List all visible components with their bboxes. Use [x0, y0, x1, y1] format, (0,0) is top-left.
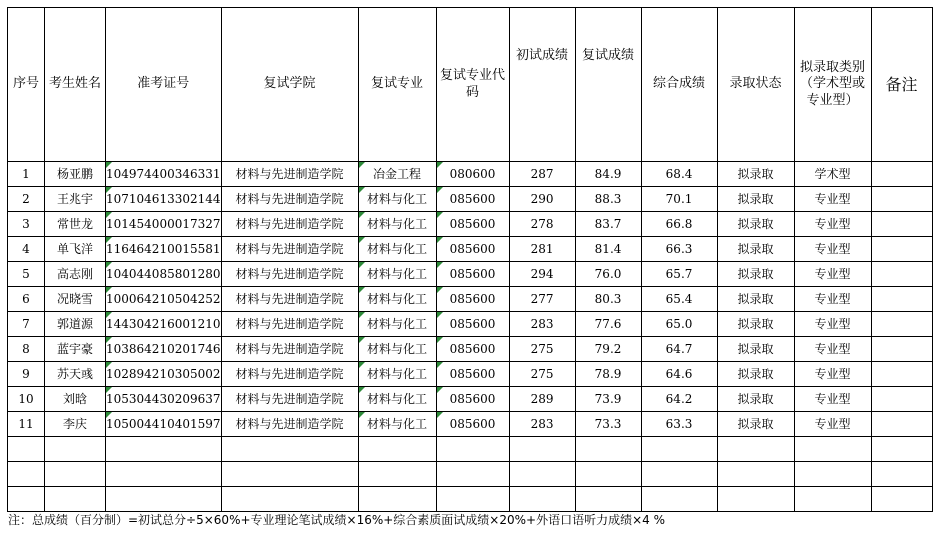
cell-name[interactable]: 蓝宇豪 — [45, 337, 106, 362]
cell-retest-score[interactable]: 79.2 — [575, 337, 641, 362]
cell-major[interactable]: 材料与化工 — [358, 287, 436, 312]
cell-status[interactable]: 拟录取 — [717, 262, 794, 287]
empty-cell[interactable] — [106, 462, 222, 487]
cell-total-score[interactable]: 65.4 — [641, 287, 717, 312]
cell-initial-score[interactable]: 275 — [509, 362, 575, 387]
cell-major-code[interactable]: 085600 — [436, 287, 509, 312]
cell-initial-score[interactable]: 275 — [509, 337, 575, 362]
cell-college[interactable]: 材料与先进制造学院 — [221, 237, 358, 262]
cell-remark[interactable] — [871, 287, 932, 312]
cell-name[interactable]: 杨亚鹏 — [45, 162, 106, 187]
empty-cell[interactable] — [8, 462, 45, 487]
cell-college[interactable]: 材料与先进制造学院 — [221, 337, 358, 362]
cell-admission-type[interactable]: 专业型 — [794, 362, 871, 387]
cell-remark[interactable] — [871, 412, 932, 437]
empty-cell[interactable] — [794, 487, 871, 512]
table-body — [8, 162, 933, 512]
cell-retest-score[interactable]: 88.3 — [575, 187, 641, 212]
cell-status[interactable]: 拟录取 — [717, 237, 794, 262]
table-row — [8, 162, 933, 187]
cell-admission-type[interactable]: 专业型 — [794, 337, 871, 362]
cell-retest-score[interactable]: 84.9 — [575, 162, 641, 187]
formula-note: 注：总成绩（百分制）=初试总分÷5×60%+专业理论笔试成绩×16%+综合素质面试成绩×20%+外语口语听力成绩×4 % — [8, 513, 665, 527]
cell-status[interactable]: 拟录取 — [717, 287, 794, 312]
cell-admission-type[interactable]: 专业型 — [794, 312, 871, 337]
empty-cell[interactable] — [45, 437, 106, 462]
empty-cell[interactable] — [45, 462, 106, 487]
empty-cell[interactable] — [358, 437, 436, 462]
cell-admission-type[interactable]: 专业型 — [794, 187, 871, 212]
cell-total-score[interactable]: 64.7 — [641, 337, 717, 362]
cell-remark[interactable] — [871, 337, 932, 362]
cell-status[interactable]: 拟录取 — [717, 412, 794, 437]
empty-cell[interactable] — [106, 437, 222, 462]
cell-status[interactable]: 拟录取 — [717, 337, 794, 362]
cell-major-code[interactable]: 085600 — [436, 212, 509, 237]
cell-name[interactable]: 苏天彧 — [45, 362, 106, 387]
cell-major-code[interactable]: 085600 — [436, 262, 509, 287]
cell-initial-score[interactable]: 290 — [509, 187, 575, 212]
cell-initial-score[interactable]: 278 — [509, 212, 575, 237]
cell-admission-type[interactable]: 专业型 — [794, 387, 871, 412]
cell-name[interactable]: 常世龙 — [45, 212, 106, 237]
empty-row — [8, 487, 933, 512]
admission-table — [7, 7, 933, 512]
cell-status[interactable]: 拟录取 — [717, 187, 794, 212]
cell-admission-type[interactable]: 专业型 — [794, 212, 871, 237]
empty-cell[interactable] — [106, 487, 222, 512]
header-admission-type[interactable]: 拟录取类别（学术型或专业型） — [794, 8, 871, 162]
empty-cell[interactable] — [221, 462, 358, 487]
header-initial-score[interactable]: 初试成绩 — [509, 8, 575, 162]
cell-retest-score[interactable]: 80.3 — [575, 287, 641, 312]
empty-cell[interactable] — [358, 487, 436, 512]
empty-cell[interactable] — [871, 462, 932, 487]
empty-cell[interactable] — [717, 437, 794, 462]
empty-cell[interactable] — [221, 487, 358, 512]
cell-college[interactable]: 材料与先进制造学院 — [221, 312, 358, 337]
cell-remark[interactable] — [871, 187, 932, 212]
cell-major[interactable]: 材料与化工 — [358, 312, 436, 337]
cell-major-code[interactable]: 085600 — [436, 237, 509, 262]
cell-exam-id[interactable]: 144304216001210 — [106, 312, 222, 337]
table-row — [8, 387, 933, 412]
cell-total-score[interactable]: 66.8 — [641, 212, 717, 237]
cell-total-score[interactable]: 64.6 — [641, 362, 717, 387]
cell-admission-type[interactable]: 专业型 — [794, 262, 871, 287]
cell-major[interactable]: 材料与化工 — [358, 237, 436, 262]
header-college[interactable]: 复试学院 — [221, 8, 358, 162]
cell-no[interactable]: 3 — [8, 212, 45, 237]
cell-college[interactable]: 材料与先进制造学院 — [221, 412, 358, 437]
cell-exam-id[interactable]: 102894210305002 — [106, 362, 222, 387]
cell-major[interactable]: 材料与化工 — [358, 212, 436, 237]
header-remark[interactable]: 备注 — [871, 8, 932, 162]
cell-no[interactable]: 10 — [8, 387, 45, 412]
cell-major-code[interactable]: 085600 — [436, 337, 509, 362]
table-row — [8, 212, 933, 237]
cell-initial-score[interactable]: 287 — [509, 162, 575, 187]
cell-admission-type[interactable]: 学术型 — [794, 162, 871, 187]
cell-major[interactable]: 材料与化工 — [358, 387, 436, 412]
cell-name[interactable]: 郭道源 — [45, 312, 106, 337]
cell-exam-id[interactable]: 104974400346331 — [106, 162, 222, 187]
cell-exam-id[interactable]: 116464210015581 — [106, 237, 222, 262]
cell-name[interactable]: 李庆 — [45, 412, 106, 437]
cell-retest-score[interactable]: 78.9 — [575, 362, 641, 387]
table-row — [8, 337, 933, 362]
empty-cell[interactable] — [641, 462, 717, 487]
cell-exam-id[interactable]: 100064210504252 — [106, 287, 222, 312]
table-row — [8, 262, 933, 287]
header-row — [8, 8, 933, 162]
cell-no[interactable]: 5 — [8, 262, 45, 287]
cell-retest-score[interactable]: 76.0 — [575, 262, 641, 287]
cell-no[interactable]: 7 — [8, 312, 45, 337]
cell-major-code[interactable]: 085600 — [436, 187, 509, 212]
cell-total-score[interactable]: 70.1 — [641, 187, 717, 212]
cell-status[interactable]: 拟录取 — [717, 312, 794, 337]
empty-cell[interactable] — [717, 462, 794, 487]
cell-remark[interactable] — [871, 362, 932, 387]
cell-no[interactable]: 2 — [8, 187, 45, 212]
empty-cell[interactable] — [575, 487, 641, 512]
cell-major-code[interactable]: 085600 — [436, 412, 509, 437]
cell-remark[interactable] — [871, 312, 932, 337]
table-row — [8, 412, 933, 437]
header-retest-score[interactable]: 复试成绩 — [575, 8, 641, 162]
table-row — [8, 362, 933, 387]
empty-cell[interactable] — [575, 462, 641, 487]
cell-exam-id[interactable]: 107104613302144 — [106, 187, 222, 212]
cell-major[interactable]: 冶金工程 — [358, 162, 436, 187]
cell-major[interactable]: 材料与化工 — [358, 262, 436, 287]
cell-exam-id[interactable]: 105304430209637 — [106, 387, 222, 412]
empty-cell[interactable] — [641, 437, 717, 462]
header-status[interactable]: 录取状态 — [717, 8, 794, 162]
empty-cell[interactable] — [509, 437, 575, 462]
cell-remark[interactable] — [871, 237, 932, 262]
cell-status[interactable]: 拟录取 — [717, 387, 794, 412]
header-no[interactable]: 序号 — [8, 8, 45, 162]
cell-no[interactable]: 6 — [8, 287, 45, 312]
cell-initial-score[interactable]: 283 — [509, 312, 575, 337]
empty-cell[interactable] — [575, 437, 641, 462]
header-total-score[interactable]: 综合成绩 — [641, 8, 717, 162]
cell-no[interactable]: 8 — [8, 337, 45, 362]
header-exam-id[interactable]: 准考证号 — [106, 8, 222, 162]
cell-major-code[interactable]: 085600 — [436, 387, 509, 412]
cell-exam-id[interactable]: 103864210201746 — [106, 337, 222, 362]
cell-exam-id[interactable]: 101454000017327 — [106, 212, 222, 237]
cell-retest-score[interactable]: 73.3 — [575, 412, 641, 437]
cell-retest-score[interactable]: 73.9 — [575, 387, 641, 412]
empty-cell[interactable] — [8, 487, 45, 512]
table-row — [8, 312, 933, 337]
empty-cell[interactable] — [436, 437, 509, 462]
cell-admission-type[interactable]: 专业型 — [794, 412, 871, 437]
cell-name[interactable]: 高志刚 — [45, 262, 106, 287]
cell-name[interactable]: 况晓雪 — [45, 287, 106, 312]
table-row — [8, 187, 933, 212]
cell-no[interactable]: 11 — [8, 412, 45, 437]
cell-total-score[interactable]: 68.4 — [641, 162, 717, 187]
cell-college[interactable]: 材料与先进制造学院 — [221, 262, 358, 287]
cell-remark[interactable] — [871, 212, 932, 237]
cell-remark[interactable] — [871, 387, 932, 412]
cell-initial-score[interactable]: 289 — [509, 387, 575, 412]
cell-name[interactable]: 王兆宇 — [45, 187, 106, 212]
cell-admission-type[interactable]: 专业型 — [794, 287, 871, 312]
empty-cell[interactable] — [641, 487, 717, 512]
empty-row — [8, 462, 933, 487]
cell-remark[interactable] — [871, 262, 932, 287]
cell-retest-score[interactable]: 81.4 — [575, 237, 641, 262]
cell-initial-score[interactable]: 281 — [509, 237, 575, 262]
empty-cell[interactable] — [794, 437, 871, 462]
cell-major-code[interactable]: 085600 — [436, 362, 509, 387]
cell-name[interactable]: 刘晗 — [45, 387, 106, 412]
cell-college[interactable]: 材料与先进制造学院 — [221, 212, 358, 237]
cell-college[interactable]: 材料与先进制造学院 — [221, 362, 358, 387]
empty-cell[interactable] — [509, 462, 575, 487]
table-row — [8, 237, 933, 262]
cell-major[interactable]: 材料与化工 — [358, 362, 436, 387]
cell-college[interactable]: 材料与先进制造学院 — [221, 287, 358, 312]
cell-college[interactable]: 材料与先进制造学院 — [221, 387, 358, 412]
cell-retest-score[interactable]: 77.6 — [575, 312, 641, 337]
cell-exam-id[interactable]: 104044085801280 — [106, 262, 222, 287]
empty-cell[interactable] — [717, 487, 794, 512]
cell-admission-type[interactable]: 专业型 — [794, 237, 871, 262]
cell-exam-id[interactable]: 105004410401597 — [106, 412, 222, 437]
empty-cell[interactable] — [794, 462, 871, 487]
cell-major[interactable]: 材料与化工 — [358, 187, 436, 212]
cell-college[interactable]: 材料与先进制造学院 — [221, 162, 358, 187]
cell-initial-score[interactable]: 294 — [509, 262, 575, 287]
cell-status[interactable]: 拟录取 — [717, 162, 794, 187]
cell-major[interactable]: 材料与化工 — [358, 337, 436, 362]
empty-cell[interactable] — [45, 487, 106, 512]
empty-cell[interactable] — [436, 487, 509, 512]
empty-cell[interactable] — [8, 437, 45, 462]
header-major-code[interactable]: 复试专业代码 — [436, 8, 509, 162]
cell-total-score[interactable]: 65.0 — [641, 312, 717, 337]
cell-no[interactable]: 1 — [8, 162, 45, 187]
cell-retest-score[interactable]: 83.7 — [575, 212, 641, 237]
empty-row — [8, 437, 933, 462]
cell-college[interactable]: 材料与先进制造学院 — [221, 187, 358, 212]
cell-major-code[interactable]: 085600 — [436, 312, 509, 337]
cell-major-code[interactable]: 080600 — [436, 162, 509, 187]
empty-cell[interactable] — [436, 462, 509, 487]
cell-name[interactable]: 单飞洋 — [45, 237, 106, 262]
empty-cell[interactable] — [358, 462, 436, 487]
cell-total-score[interactable]: 66.3 — [641, 237, 717, 262]
cell-major[interactable]: 材料与化工 — [358, 412, 436, 437]
cell-no[interactable]: 9 — [8, 362, 45, 387]
cell-initial-score[interactable]: 277 — [509, 287, 575, 312]
cell-total-score[interactable]: 64.2 — [641, 387, 717, 412]
cell-total-score[interactable]: 65.7 — [641, 262, 717, 287]
empty-cell[interactable] — [871, 487, 932, 512]
header-name[interactable]: 考生姓名 — [45, 8, 106, 162]
cell-status[interactable]: 拟录取 — [717, 212, 794, 237]
cell-no[interactable]: 4 — [8, 237, 45, 262]
cell-status[interactable]: 拟录取 — [717, 362, 794, 387]
empty-cell[interactable] — [221, 437, 358, 462]
header-major[interactable]: 复试专业 — [358, 8, 436, 162]
cell-total-score[interactable]: 63.3 — [641, 412, 717, 437]
table-row — [8, 287, 933, 312]
cell-initial-score[interactable]: 283 — [509, 412, 575, 437]
empty-cell[interactable] — [509, 487, 575, 512]
cell-remark[interactable] — [871, 162, 932, 187]
empty-cell[interactable] — [871, 437, 932, 462]
